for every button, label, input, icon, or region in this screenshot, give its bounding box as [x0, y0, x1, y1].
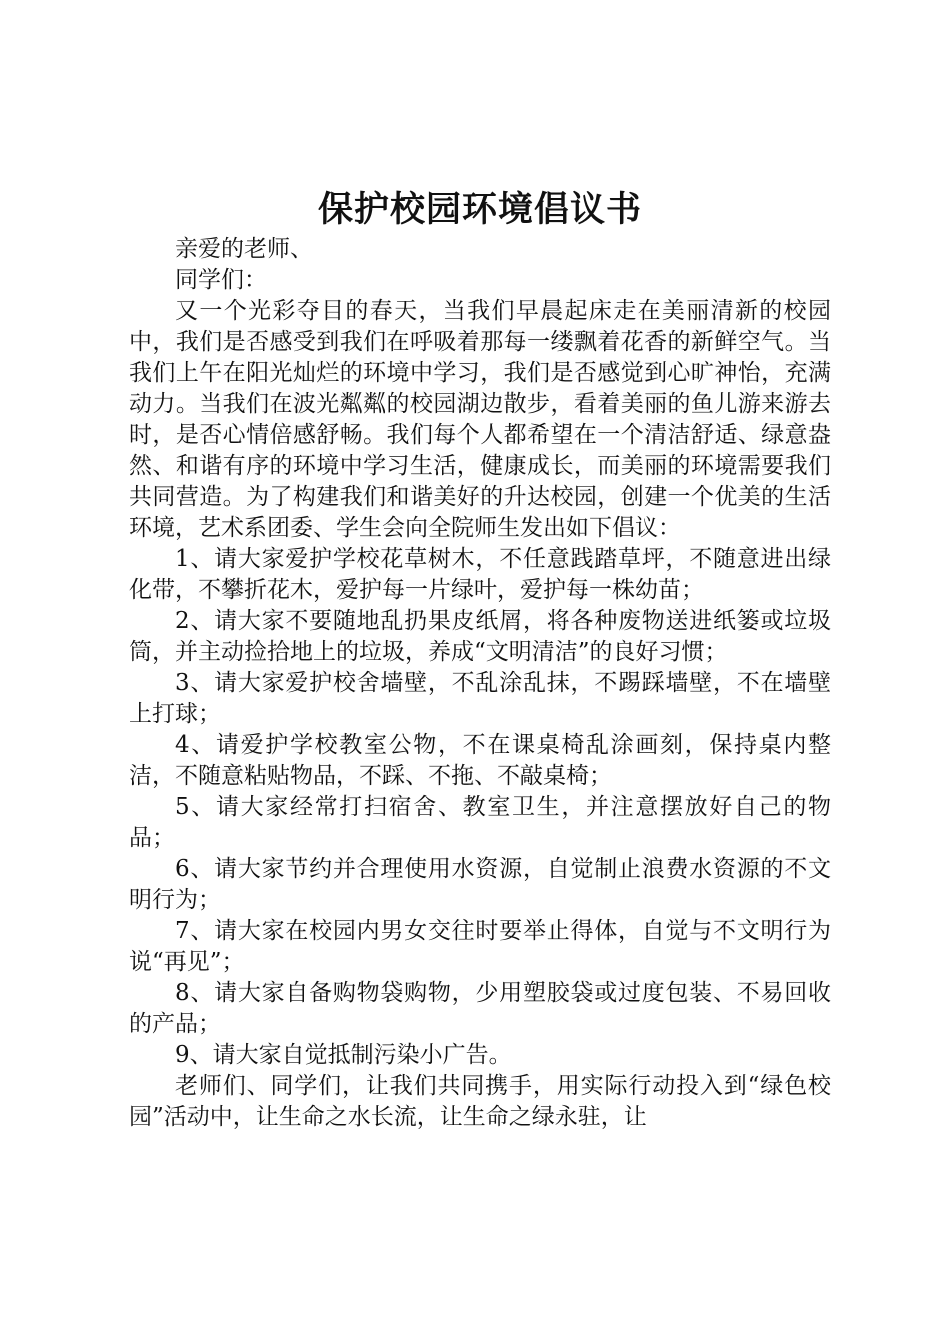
proposal-item-3: 3、请大家爱护校舍墙壁，不乱涂乱抹，不踢踩墙壁，不在墙壁上打球；: [129, 670, 831, 727]
document-title: 保护校园环境倡议书: [317, 189, 642, 230]
closing-paragraph: 老师们、同学们，让我们共同携手，用实际行动投入到“绿色校园”活动中，让生命之水长流，让生命之绿永驻，让: [129, 1073, 831, 1130]
proposal-item-7: 7、请大家在校园内男女交往时要举止得体，自觉与不文明行为说“再见”；: [129, 918, 831, 975]
salutation-line-2: 同学们：: [175, 267, 267, 293]
proposal-item-5: 5、请大家经常打扫宿舍、教室卫生，并注意摆放好自己的物品；: [129, 794, 831, 851]
proposal-item-9: 9、请大家自觉抵制污染小广告。: [175, 1042, 512, 1068]
salutation-line-1: 亲爱的老师、: [175, 236, 313, 262]
proposal-item-1: 1、请大家爱护学校花草树木，不任意践踏草坪，不随意进出绿化带，不攀折花木，爱护每一片绿叶，爱护每一株幼苗；: [129, 546, 831, 603]
proposal-item-8: 8、请大家自备购物袋购物，少用塑胶袋或过度包装、不易回收的产品；: [129, 980, 831, 1037]
document-body: [129, 234, 831, 1133]
proposal-item-4: 4、请爱护学校教室公物，不在课桌椅乱涂画刻，保持桌内整洁，不随意粘贴物品，不踩、不拖、不敲桌椅；: [129, 732, 831, 789]
proposal-item-6: 6、请大家节约并合理使用水资源，自觉制止浪费水资源的不文明行为；: [129, 856, 831, 913]
proposal-item-2: 2、请大家不要随地乱扔果皮纸屑，将各种废物送进纸篓或垃圾筒，并主动捡拾地上的垃圾，养成“文明清洁”的良好习惯；: [129, 608, 831, 665]
intro-paragraph: 又一个光彩夺目的春天，当我们早晨起床走在美丽清新的校园中，我们是否感受到我们在呼吸着那每一缕飘着花香的新鲜空气。当我们上午在阳光灿烂的环境中学习，我们是否感觉到心旷神怡，充满动力。当我们在波光粼粼的校园湖边散步，看着美丽的鱼儿游来游去时，是否心情倍感舒畅。我们每个人都希望在一个清洁舒适、绿意盎然、和谐有序的环境中学习生活，健康成长，而美丽的环境需要我们共同营造。为了构建我们和谐美好的升达校园，创建一个优美的生活环境，艺术系团委、学生会向全院师生发出如下倡议：: [129, 298, 831, 541]
